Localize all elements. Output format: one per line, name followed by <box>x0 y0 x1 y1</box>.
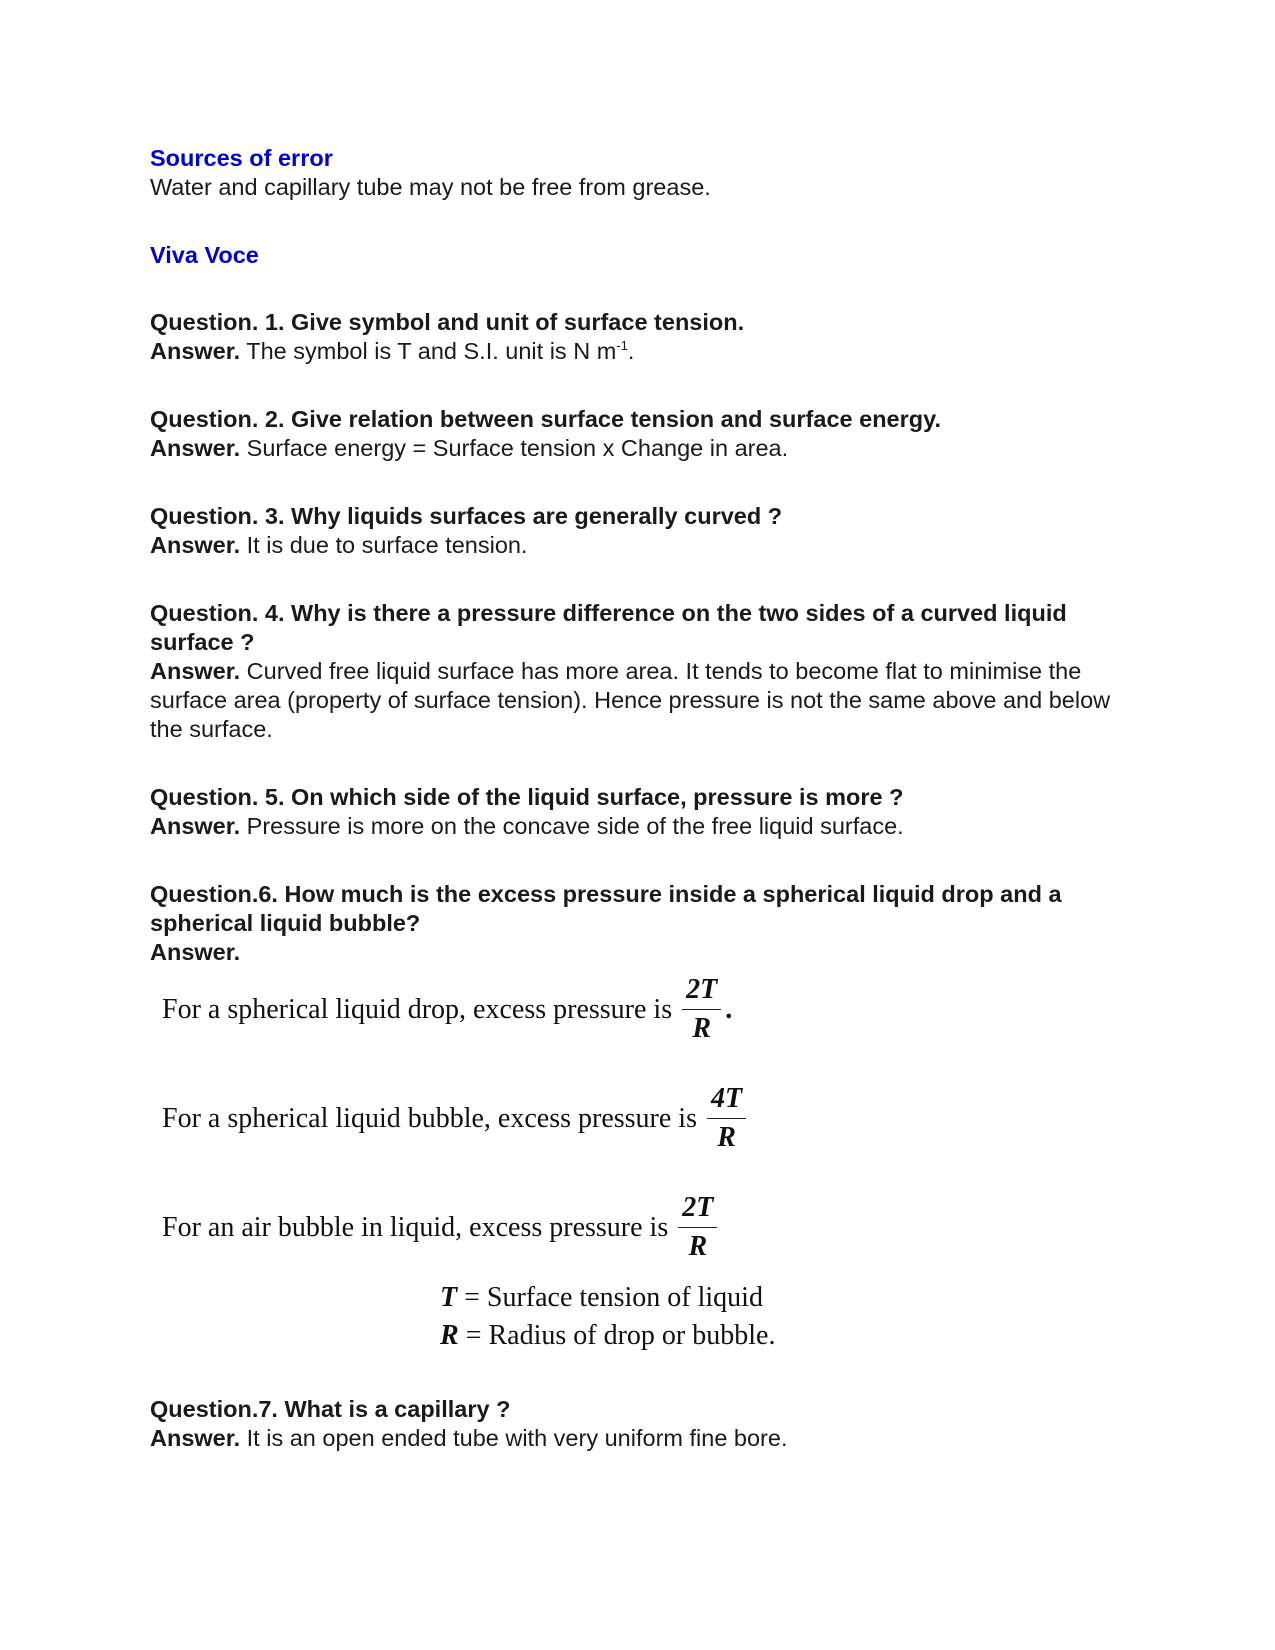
answer-3-text: It is due to surface tension. <box>240 532 528 558</box>
answer-3 <box>150 531 1130 560</box>
answer-label: Answer. <box>150 532 241 558</box>
legend-text: = Radius of drop or bubble. <box>458 1320 776 1351</box>
question-7: Question.7. What is a capillary ? <box>150 1396 511 1422</box>
qa-item-4 <box>150 599 1130 744</box>
question-5: Question. 5. On which side of the liquid surface, pressure is more ? <box>150 784 904 810</box>
formula-row-bubble <box>150 1080 850 1156</box>
answer-6 <box>150 938 1130 967</box>
fraction <box>707 1083 746 1154</box>
answer-5 <box>150 812 1130 841</box>
answer-label: Answer. <box>150 1425 241 1451</box>
qa-item-2 <box>150 405 1130 463</box>
fraction-numerator: 2T <box>678 1192 717 1228</box>
question-1: Question. 1. Give symbol and unit of surface tension. <box>150 309 745 335</box>
legend-text: = Surface tension of liquid <box>457 1282 763 1313</box>
sources-of-error-heading: Sources of error <box>150 145 333 171</box>
qa-item-3 <box>150 502 1130 560</box>
answer-label: Answer. <box>150 658 241 684</box>
formula-text: For an air bubble in liquid, excess pressure is <box>162 1211 669 1243</box>
answer-4-text: Curved free liquid surface has more area. It tends to become flat to minimise the surface area (property of surface tension). Hence pressure is not the same above and below the surface. <box>150 658 1111 742</box>
legend-variable: T <box>440 1282 458 1313</box>
answer-1-text: The symbol is T and S.I. unit is N m <box>240 338 617 364</box>
formula-text: For a spherical liquid bubble, excess pressure is <box>162 1102 697 1134</box>
viva-voce-heading: Viva Voce <box>150 242 259 268</box>
legend-line-r <box>440 1317 850 1355</box>
fraction-denominator: R <box>692 1012 711 1044</box>
answer-7 <box>150 1424 1130 1453</box>
legend-variable: R <box>440 1320 459 1351</box>
qa-item-1 <box>150 308 1130 366</box>
answer-1-superscript: -1 <box>616 338 628 354</box>
answer-label: Answer. <box>150 435 241 461</box>
answer-2-text: Surface energy = Surface tension x Change in area. <box>240 435 789 461</box>
formula-suffix: . <box>725 993 733 1025</box>
answer-4 <box>150 657 1130 744</box>
answer-1 <box>150 337 1130 366</box>
question-4: Question. 4. Why is there a pressure difference on the two sides of a curved liquid surface ? <box>150 600 1067 655</box>
answer-5-text: Pressure is more on the concave side of the free liquid surface. <box>240 813 904 839</box>
question-3: Question. 3. Why liquids surfaces are generally curved ? <box>150 503 783 529</box>
answer-2 <box>150 434 1130 463</box>
fraction <box>682 974 721 1045</box>
answer-label: Answer. <box>150 338 241 364</box>
qa-item-7 <box>150 1395 1130 1453</box>
fraction-denominator: R <box>688 1230 708 1262</box>
fraction-denominator: R <box>717 1121 736 1153</box>
formula-text: For a spherical liquid drop, excess pressure is <box>162 993 673 1025</box>
qa-item-5 <box>150 783 1130 841</box>
answer-7-text: It is an open ended tube with very uniform fine bore. <box>240 1425 788 1451</box>
fraction-numerator: 4T <box>707 1083 746 1119</box>
answer-label: Answer. <box>150 813 241 839</box>
fraction-numerator: 2T <box>682 974 721 1010</box>
question-6: Question.6. How much is the excess pressure inside a spherical liquid drop and a spherical liquid bubble? <box>150 881 1062 936</box>
legend-line-t <box>440 1279 850 1317</box>
question-2: Question. 2. Give relation between surface tension and surface energy. <box>150 406 941 432</box>
fraction <box>678 1192 717 1263</box>
answer-1-tail: . <box>627 338 635 364</box>
qa-item-6 <box>150 880 1130 1355</box>
sources-of-error-text: Water and capillary tube may not be free from grease. <box>150 174 711 200</box>
formula-row-air-bubble <box>150 1189 850 1265</box>
formula-row-drop <box>150 971 850 1047</box>
document-page <box>150 144 1130 1453</box>
excess-pressure-formulas <box>150 971 850 1355</box>
answer-label: Answer. <box>150 939 241 965</box>
formula-legend <box>440 1279 850 1355</box>
